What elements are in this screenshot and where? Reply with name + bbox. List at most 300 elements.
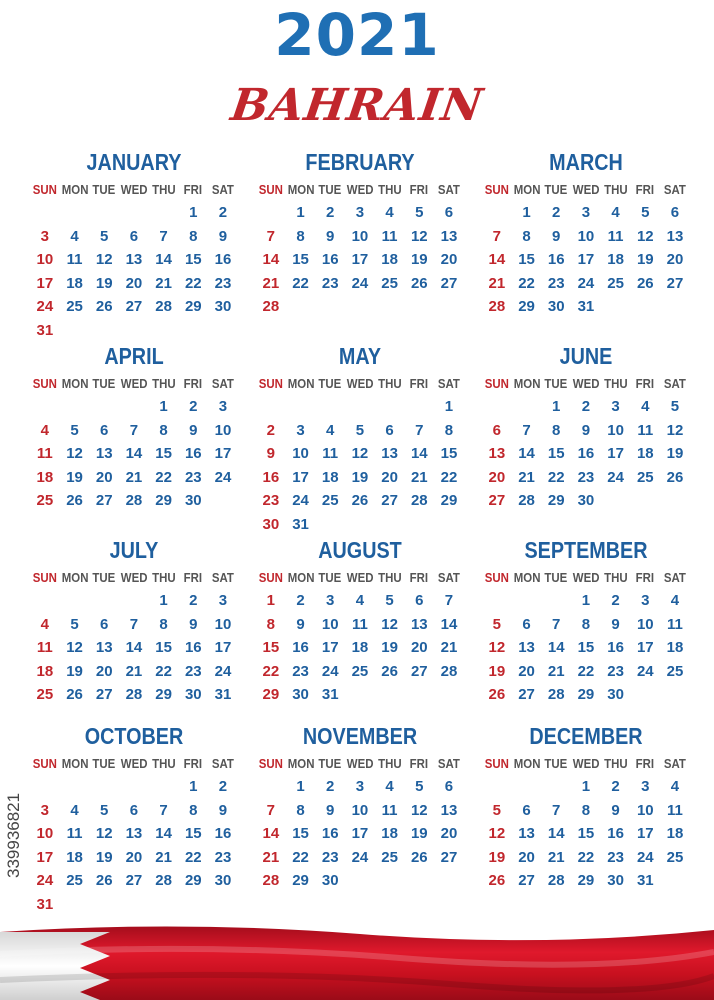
day-cell: 17 <box>214 639 232 656</box>
day-cell: 27 <box>666 274 684 292</box>
day-cell: 19 <box>410 825 428 842</box>
weekday-header: WED <box>572 756 600 771</box>
year-title: 2021 <box>274 1 440 69</box>
day-cell: 17 <box>577 251 595 268</box>
day-cell: 14 <box>125 639 143 656</box>
day-cell: 28 <box>262 872 280 889</box>
weekday-header: SUN <box>258 570 283 585</box>
day-cell: 1 <box>189 204 198 221</box>
day-cell: 24 <box>292 492 309 509</box>
weekday-header: THU <box>151 376 176 391</box>
weekday-header: FRI <box>636 376 655 391</box>
day-cell: 16 <box>262 468 280 486</box>
day-cell: 22 <box>184 274 202 292</box>
month-october <box>30 722 238 916</box>
day-cell: 27 <box>440 848 458 866</box>
day-cell: 9 <box>326 801 335 819</box>
day-cell: 8 <box>189 227 198 245</box>
day-cell: 4 <box>385 204 394 221</box>
day-cell: 20 <box>440 251 458 268</box>
day-cell: 14 <box>518 445 535 462</box>
weekday-header: SAT <box>663 570 686 585</box>
month-days-grid <box>482 753 690 893</box>
day-cell: 27 <box>95 686 113 703</box>
weekday-header: THU <box>151 570 176 585</box>
day-cell: 11 <box>66 251 83 268</box>
day-cell: 3 <box>355 204 365 221</box>
day-cell: 21 <box>125 468 143 486</box>
day-cell: 18 <box>351 639 369 656</box>
day-cell: 10 <box>292 445 309 462</box>
day-cell: 16 <box>214 251 232 268</box>
day-cell: 5 <box>70 421 79 439</box>
day-cell: 12 <box>488 825 506 842</box>
day-cell: 28 <box>547 872 565 889</box>
day-cell: 15 <box>184 825 202 842</box>
weekday-header: FRI <box>184 376 203 391</box>
weekday-header: TUE <box>318 182 342 197</box>
day-cell: 1 <box>444 398 454 415</box>
day-cell: 18 <box>666 639 684 656</box>
month-title: AUGUST <box>318 537 402 563</box>
day-cell: 23 <box>321 848 339 866</box>
day-cell: 26 <box>95 298 113 315</box>
day-cell: 1 <box>159 398 168 415</box>
weekday-header: THU <box>603 756 628 771</box>
day-cell: 19 <box>66 662 83 680</box>
day-cell: 14 <box>125 445 143 462</box>
day-cell: 12 <box>381 615 398 633</box>
day-cell: 15 <box>547 445 565 462</box>
weekday-header: SUN <box>484 570 509 585</box>
weekday-header: THU <box>151 756 176 771</box>
day-cell: 1 <box>296 778 305 795</box>
month-september <box>482 536 690 707</box>
day-cell: 12 <box>410 801 428 819</box>
day-cell: 13 <box>440 227 458 245</box>
day-cell: 8 <box>189 801 198 819</box>
day-cell: 7 <box>444 592 454 609</box>
day-cell: 25 <box>351 662 369 680</box>
month-title: DECEMBER <box>529 723 643 749</box>
day-cell: 27 <box>95 492 113 509</box>
day-cell: 9 <box>189 615 198 633</box>
day-cell: 30 <box>577 492 595 509</box>
day-cell: 13 <box>381 445 398 462</box>
weekday-header: FRI <box>636 182 655 197</box>
day-cell: 1 <box>266 592 276 609</box>
day-cell: 4 <box>611 204 620 221</box>
weekday-header: WED <box>572 570 600 585</box>
day-cell: 6 <box>129 227 139 245</box>
day-cell: 16 <box>184 639 202 656</box>
weekday-header: FRI <box>410 182 429 197</box>
day-cell: 20 <box>125 848 143 866</box>
day-cell: 9 <box>611 801 620 819</box>
day-cell: 15 <box>292 825 309 842</box>
day-cell: 3 <box>611 398 620 415</box>
weekday-header: SAT <box>211 756 234 771</box>
day-cell: 15 <box>155 639 172 656</box>
day-cell: 29 <box>262 686 280 703</box>
day-cell: 2 <box>552 204 561 221</box>
day-cell: 17 <box>351 251 369 268</box>
weekday-header: FRI <box>184 756 203 771</box>
day-cell: 11 <box>381 801 398 819</box>
day-cell: 13 <box>410 615 428 633</box>
month-january <box>30 148 238 342</box>
month-title: MAY <box>338 343 382 369</box>
day-cell: 19 <box>666 445 684 462</box>
weekday-header: SAT <box>437 756 460 771</box>
month-days-grid <box>256 179 464 319</box>
day-cell: 2 <box>611 592 620 609</box>
day-cell: 26 <box>381 662 398 680</box>
day-cell: 18 <box>666 825 684 842</box>
day-cell: 5 <box>415 778 424 795</box>
day-cell: 1 <box>296 204 305 221</box>
weekday-header: MON <box>287 376 315 391</box>
day-cell: 10 <box>214 421 232 439</box>
day-cell: 26 <box>488 686 506 703</box>
day-cell: 19 <box>636 251 654 268</box>
day-cell: 16 <box>547 251 565 268</box>
day-cell: 19 <box>95 848 113 866</box>
day-cell: 14 <box>262 251 280 268</box>
day-cell: 27 <box>381 492 398 509</box>
day-cell: 18 <box>607 251 624 268</box>
day-cell: 30 <box>321 872 339 889</box>
day-cell: 29 <box>577 872 595 889</box>
weekday-header: SAT <box>211 570 234 585</box>
day-cell: 28 <box>488 298 506 315</box>
weekday-header: MON <box>513 376 541 391</box>
country-title: BAHRAIN <box>227 80 487 131</box>
month-title: APRIL <box>104 343 164 369</box>
weekday-header: FRI <box>410 376 429 391</box>
day-cell: 27 <box>518 872 535 889</box>
weekday-header: MON <box>287 182 315 197</box>
day-cell: 9 <box>611 615 620 633</box>
day-cell: 23 <box>262 492 280 509</box>
day-cell: 24 <box>577 274 595 292</box>
day-cell: 14 <box>547 825 565 842</box>
day-cell: 4 <box>326 421 335 439</box>
weekday-header: SAT <box>663 756 686 771</box>
day-cell: 4 <box>355 592 365 609</box>
day-cell: 26 <box>488 872 506 889</box>
weekday-header: SUN <box>484 182 509 197</box>
day-cell: 29 <box>547 492 565 509</box>
weekday-header: WED <box>120 376 148 391</box>
day-cell: 2 <box>581 398 591 415</box>
day-cell: 31 <box>292 515 309 533</box>
day-cell: 29 <box>184 298 202 315</box>
day-cell: 20 <box>440 825 458 842</box>
month-days-grid <box>256 753 464 893</box>
day-cell: 12 <box>410 227 428 245</box>
day-cell: 21 <box>125 662 143 680</box>
weekday-header: TUE <box>318 756 342 771</box>
day-cell: 23 <box>607 662 624 680</box>
day-cell: 26 <box>636 274 654 292</box>
day-cell: 13 <box>125 825 143 842</box>
day-cell: 15 <box>577 639 595 656</box>
day-cell: 1 <box>189 778 198 795</box>
day-cell: 2 <box>326 778 335 795</box>
day-cell: 9 <box>326 227 335 245</box>
day-cell: 13 <box>518 825 535 842</box>
month-february <box>256 148 464 319</box>
day-cell: 31 <box>577 298 595 315</box>
day-cell: 7 <box>159 801 168 819</box>
day-cell: 31 <box>321 686 339 703</box>
day-cell: 11 <box>667 801 683 819</box>
weekday-header: WED <box>572 376 600 391</box>
day-cell: 6 <box>522 801 531 819</box>
month-december <box>482 722 690 893</box>
day-cell: 2 <box>296 592 305 609</box>
day-cell: 26 <box>66 492 83 509</box>
day-cell: 26 <box>666 468 684 486</box>
day-cell: 26 <box>66 686 83 703</box>
day-cell: 27 <box>488 492 506 509</box>
day-cell: 5 <box>492 615 502 633</box>
day-cell: 24 <box>636 848 654 866</box>
weekday-header: SUN <box>258 756 283 771</box>
day-cell: 19 <box>351 468 369 486</box>
day-cell: 8 <box>522 227 531 245</box>
month-title: NOVEMBER <box>302 723 418 749</box>
day-cell: 5 <box>670 398 680 415</box>
day-cell: 21 <box>547 848 565 866</box>
day-cell: 18 <box>66 848 83 866</box>
weekday-header: TUE <box>92 756 116 771</box>
day-cell: 14 <box>410 445 428 462</box>
day-cell: 5 <box>492 801 502 819</box>
day-cell: 29 <box>184 872 202 889</box>
day-cell: 28 <box>547 686 565 703</box>
day-cell: 13 <box>95 445 113 462</box>
day-cell: 21 <box>155 848 172 866</box>
month-title: MARCH <box>549 149 623 175</box>
weekday-header: THU <box>603 376 628 391</box>
month-title: SEPTEMBER <box>524 537 648 563</box>
day-cell: 29 <box>518 298 535 315</box>
day-cell: 11 <box>637 421 654 439</box>
day-cell: 16 <box>292 639 309 656</box>
day-cell: 6 <box>100 615 109 633</box>
day-cell: 23 <box>184 468 202 486</box>
day-cell: 18 <box>36 468 54 486</box>
weekday-header: SAT <box>663 182 686 197</box>
day-cell: 8 <box>266 615 276 633</box>
day-cell: 9 <box>296 615 305 633</box>
day-cell: 2 <box>189 398 198 415</box>
day-cell: 17 <box>36 848 54 866</box>
weekday-header: TUE <box>318 570 342 585</box>
weekday-header: THU <box>151 182 176 197</box>
day-cell: 12 <box>95 251 113 268</box>
month-days-grid <box>30 567 238 707</box>
weekday-header: THU <box>603 182 628 197</box>
day-cell: 10 <box>36 825 54 842</box>
day-cell: 5 <box>100 227 109 245</box>
day-cell: 30 <box>214 872 232 889</box>
day-cell: 7 <box>266 227 276 245</box>
day-cell: 6 <box>129 801 139 819</box>
day-cell: 22 <box>518 274 535 292</box>
day-cell: 15 <box>262 639 280 656</box>
day-cell: 23 <box>292 662 309 680</box>
day-cell: 8 <box>444 421 454 439</box>
day-cell: 3 <box>296 421 305 439</box>
day-cell: 14 <box>440 615 458 633</box>
day-cell: 23 <box>214 848 232 866</box>
weekday-header: SUN <box>32 756 57 771</box>
day-cell: 22 <box>292 848 309 866</box>
month-days-grid <box>30 179 238 342</box>
day-cell: 4 <box>670 778 680 795</box>
day-cell: 11 <box>66 825 83 842</box>
day-cell: 8 <box>581 801 591 819</box>
day-cell: 20 <box>518 662 535 680</box>
month-days-grid <box>256 567 464 707</box>
day-cell: 18 <box>636 445 654 462</box>
day-cell: 9 <box>218 227 228 245</box>
day-cell: 9 <box>552 227 561 245</box>
weekday-header: SAT <box>437 182 460 197</box>
day-cell: 25 <box>381 848 398 866</box>
day-cell: 22 <box>262 662 280 680</box>
weekday-header: SUN <box>484 756 509 771</box>
day-cell: 11 <box>667 615 683 633</box>
weekday-header: TUE <box>92 182 116 197</box>
day-cell: 23 <box>577 468 595 486</box>
day-cell: 14 <box>547 639 565 656</box>
day-cell: 15 <box>292 251 309 268</box>
weekday-header: WED <box>120 756 148 771</box>
day-cell: 21 <box>262 848 280 866</box>
day-cell: 7 <box>522 421 531 439</box>
day-cell: 23 <box>214 274 232 292</box>
day-cell: 17 <box>36 274 54 292</box>
day-cell: 2 <box>189 592 198 609</box>
day-cell: 1 <box>581 592 591 609</box>
day-cell: 25 <box>66 872 83 889</box>
weekday-header: TUE <box>544 182 568 197</box>
day-cell: 7 <box>492 227 502 245</box>
day-cell: 3 <box>40 801 50 819</box>
day-cell: 1 <box>522 204 531 221</box>
day-cell: 4 <box>70 801 79 819</box>
day-cell: 21 <box>440 639 458 656</box>
day-cell: 7 <box>266 801 276 819</box>
day-cell: 12 <box>488 639 506 656</box>
weekday-header: FRI <box>636 570 655 585</box>
day-cell: 30 <box>184 492 202 509</box>
day-cell: 16 <box>184 445 202 462</box>
day-cell: 20 <box>125 274 143 292</box>
month-june <box>482 342 690 513</box>
day-cell: 12 <box>636 227 654 245</box>
day-cell: 17 <box>214 445 232 462</box>
month-april <box>30 342 238 513</box>
day-cell: 10 <box>636 615 654 633</box>
month-july <box>30 536 238 707</box>
day-cell: 11 <box>381 227 398 245</box>
weekday-header: MON <box>287 570 315 585</box>
day-cell: 2 <box>266 421 276 439</box>
weekday-header: SUN <box>258 376 283 391</box>
day-cell: 4 <box>385 778 394 795</box>
day-cell: 29 <box>577 686 595 703</box>
day-cell: 16 <box>607 639 624 656</box>
weekday-header: SAT <box>663 376 686 391</box>
day-cell: 3 <box>641 592 650 609</box>
day-cell: 20 <box>518 848 535 866</box>
day-cell: 20 <box>95 468 113 486</box>
day-cell: 3 <box>355 778 365 795</box>
day-cell: 22 <box>547 468 565 486</box>
day-cell: 16 <box>321 825 339 842</box>
day-cell: 3 <box>581 204 591 221</box>
day-cell: 15 <box>155 445 172 462</box>
day-cell: 29 <box>155 686 172 703</box>
day-cell: 10 <box>636 801 654 819</box>
day-cell: 27 <box>125 298 143 315</box>
bahrain-flag-banner <box>0 924 714 1000</box>
day-cell: 17 <box>321 639 339 656</box>
month-title: JUNE <box>559 343 613 369</box>
day-cell: 19 <box>95 274 113 292</box>
weekday-header: FRI <box>410 756 429 771</box>
month-title: JULY <box>109 537 159 563</box>
day-cell: 5 <box>70 615 79 633</box>
day-cell: 24 <box>214 468 232 486</box>
weekday-header: SAT <box>437 570 460 585</box>
day-cell: 13 <box>488 445 506 462</box>
day-cell: 21 <box>410 468 428 486</box>
day-cell: 5 <box>641 204 650 221</box>
day-cell: 25 <box>36 686 54 703</box>
month-title: OCTOBER <box>84 723 184 749</box>
day-cell: 25 <box>666 662 684 680</box>
day-cell: 18 <box>36 662 54 680</box>
day-cell: 30 <box>292 686 309 703</box>
day-cell: 5 <box>355 421 365 439</box>
month-days-grid <box>482 179 690 319</box>
weekday-header: MON <box>61 376 89 391</box>
day-cell: 7 <box>552 615 561 633</box>
day-cell: 24 <box>636 662 654 680</box>
month-may <box>256 342 464 536</box>
day-cell: 14 <box>155 251 172 268</box>
day-cell: 15 <box>440 445 458 462</box>
day-cell: 14 <box>262 825 280 842</box>
day-cell: 31 <box>636 872 654 889</box>
day-cell: 19 <box>488 848 506 866</box>
weekday-header: WED <box>572 182 600 197</box>
day-cell: 6 <box>522 615 531 633</box>
day-cell: 20 <box>488 468 506 486</box>
day-cell: 19 <box>381 639 398 656</box>
weekday-header: THU <box>377 756 402 771</box>
day-cell: 29 <box>292 872 309 889</box>
day-cell: 9 <box>189 421 198 439</box>
month-days-grid <box>30 753 238 916</box>
day-cell: 13 <box>666 227 684 245</box>
